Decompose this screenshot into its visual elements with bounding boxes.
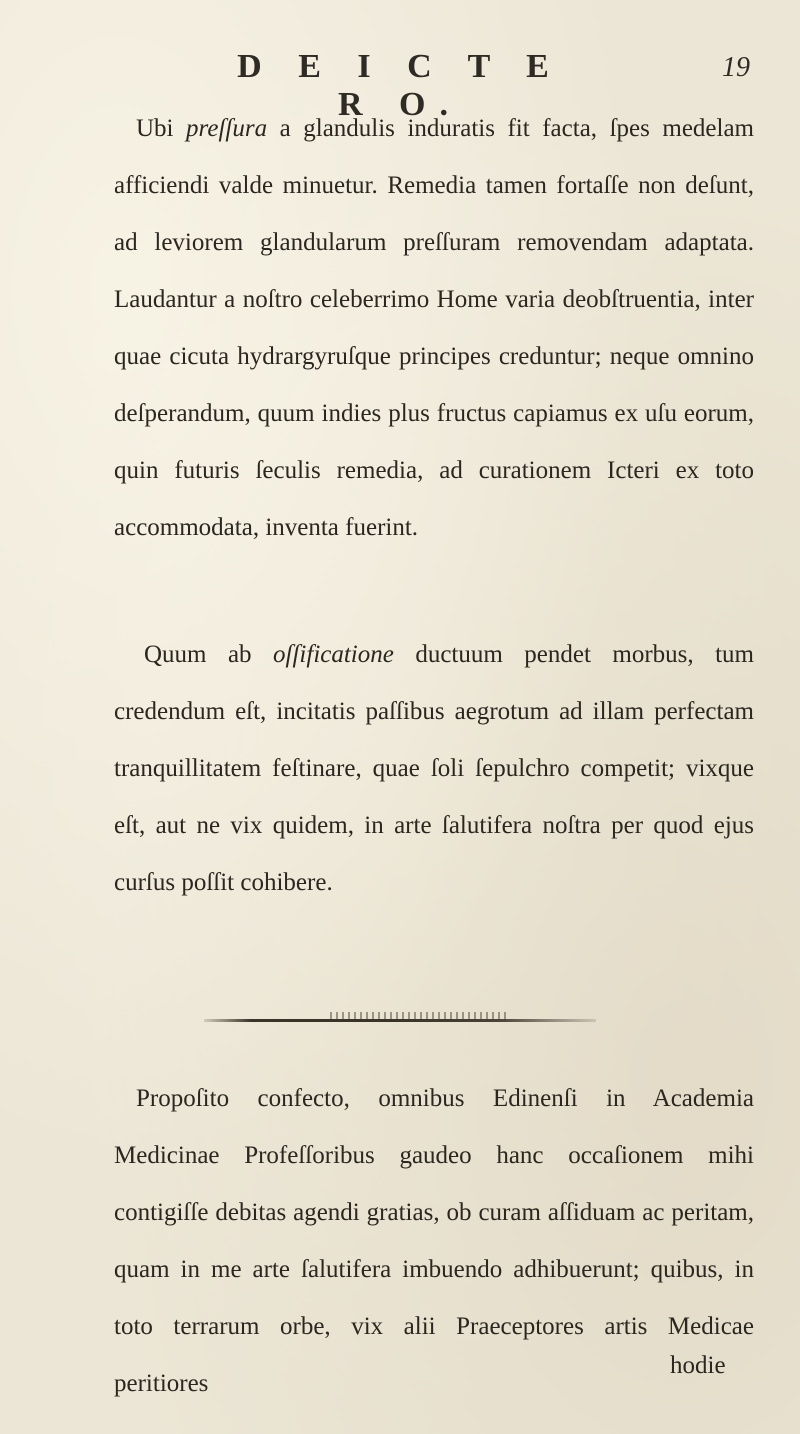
paragraph-1 [114, 100, 754, 556]
section-divider [204, 1019, 596, 1022]
catchword: hodie [670, 1352, 726, 1379]
paragraph-2-emphasis: oſſificatione [273, 641, 394, 668]
paragraph-3-text: Propoſito confecto, omnibus Edinenſi in Academia Medicinae Profeſſoribus gaudeo hanc occaſionem mihi contigiſſe debitas agendi gratias, ob curam aſſiduam ac peritam, quam in me arte ſalutifera imbuendo adhibuerunt; quibus, in toto terrarum orbe, vix alii Praeceptores artis Medicae peritiores [114, 1085, 754, 1397]
paragraph-1-text: a glandulis induratis fit facta, ſpes medelam afficiendi valde minuetur. Remedia tamen fortaſſe non deſunt, ad leviorem glandularum preſſuram removendam adaptata. Laudantur a noſtro celeberrimo Home varia deobſtruentia, inter quae cicuta hydrargyruſque principes creduntur; neque omnino deſperandum, quum indies plus fructus capiamus ex uſu eorum, quin futuris ſeculis remedia, ad curationem Icteri ex toto accommodata, inventa fuerint. [114, 115, 755, 541]
paragraph-1-emphasis: preſſura [186, 115, 268, 142]
paragraph-2-text: ductuum pendet morbus, tum credendum eſt, incitatis paſſibus aegrotum ad illam perfectam tranquillitatem feſtinare, quae ſoli ſepulchro competit; vixque eſt, aut ne vix quidem, in arte ſalutifera noſtra per quod ejus curſus poſſit cohibere. [114, 641, 754, 896]
paragraph-2-lead: Quum ab [144, 641, 274, 668]
page-number: 19 [722, 52, 750, 83]
paragraph-2 [114, 626, 754, 911]
paragraph-3 [114, 1070, 754, 1412]
running-head: D E I C T E R O. [237, 48, 563, 123]
paragraph-1-lead: Ubi [136, 115, 187, 142]
